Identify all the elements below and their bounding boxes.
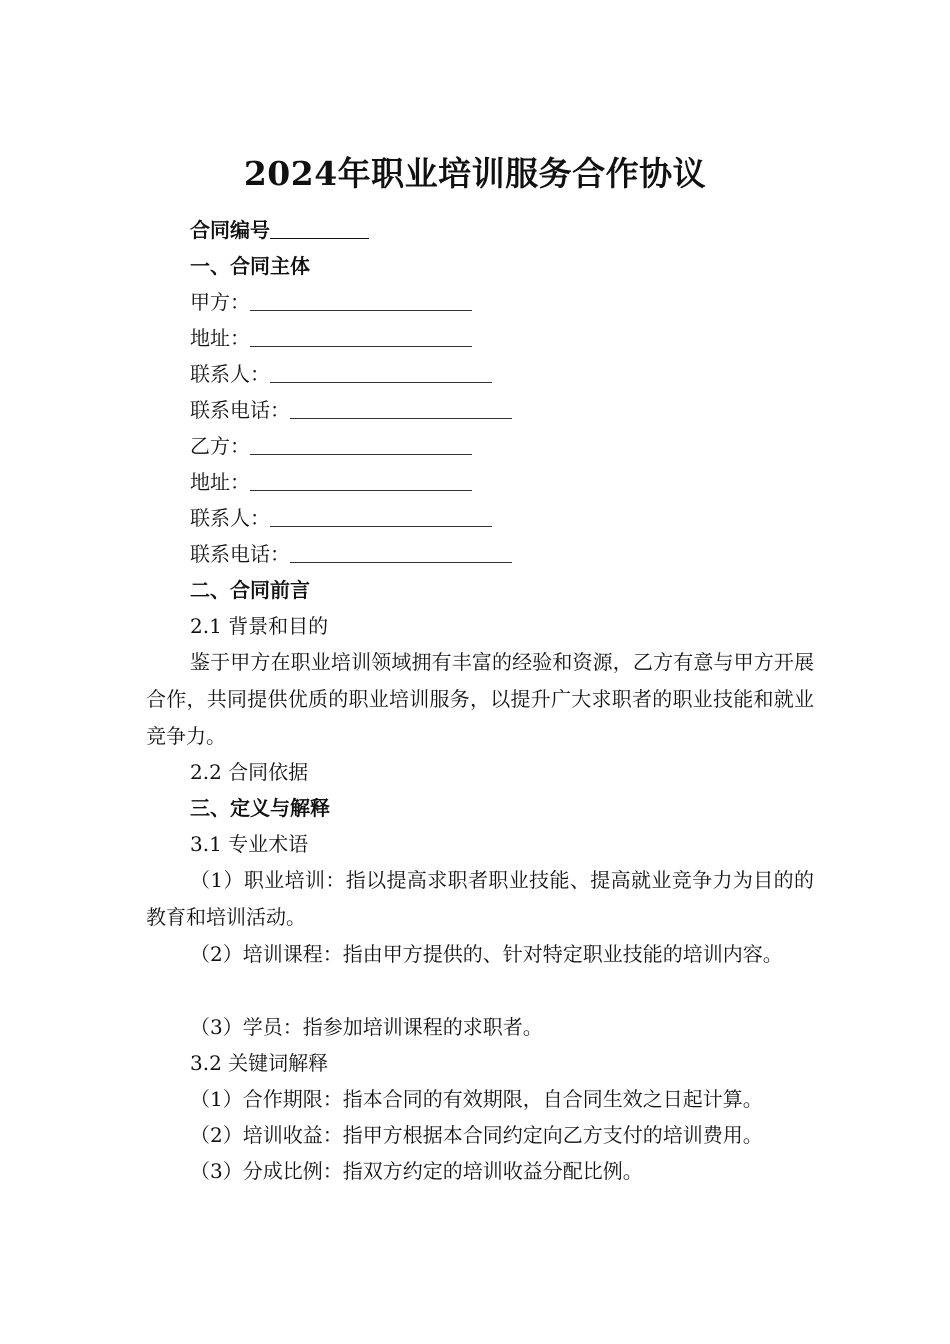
clause-2-2-heading: 2.2 合同依据 [190,760,309,784]
party-b-phone-line [190,539,512,569]
section-2-heading: 二、合同前言 [190,578,310,602]
party-b-contact-line [190,503,492,533]
party-a-phone-line [190,395,512,425]
party-a-line [190,287,472,317]
party-b-contact-blank [270,504,492,527]
contract-number-label: 合同编号 [190,218,270,242]
party-a-label: 甲方： [190,290,250,314]
party-b-phone-label: 联系电话： [190,542,290,566]
keyword-cooperation-period: （1）合作期限：指本合同的有效期限，自合同生效之日起计算。 [190,1087,763,1111]
party-b-address-line [190,467,472,497]
clause-2-1-text: 鉴于甲方在职业培训领域拥有丰富的经验和资源，乙方有意与甲方开展合作，共同提供优质的职业培训服务，以提升广大求职者的职业技能和就业竞争力。 [146,650,814,748]
party-a-contact-label: 联系人： [190,362,270,386]
party-b-phone-blank [290,540,512,563]
section-1-heading: 一、合同主体 [190,254,310,278]
keyword-revenue-share: （3）分成比例：指双方约定的培训收益分配比例。 [190,1159,643,1183]
party-a-address-line [190,323,472,353]
party-b-label: 乙方： [190,434,250,458]
party-a-phone-label: 联系电话： [190,398,290,422]
document-title: 2024年职业培训服务合作协议 [243,154,707,193]
party-a-address-blank [250,324,472,347]
party-b-contact-label: 联系人： [190,506,270,530]
clause-3-1-heading: 3.1 专业术语 [190,832,309,856]
party-b-address-label: 地址： [190,470,250,494]
contract-number-blank [270,216,369,239]
section-3-heading: 三、定义与解释 [190,796,330,820]
term-training-course: （2）培训课程：指由甲方提供的、针对特定职业技能的培训内容。 [190,942,783,966]
clause-2-1-heading: 2.1 背景和目的 [190,614,329,638]
party-b-address-blank [250,468,472,491]
party-b-line [190,431,472,461]
party-b-blank [250,432,472,455]
party-a-blank [250,288,472,311]
term-trainee: （3）学员：指参加培训课程的求职者。 [190,1015,543,1039]
party-a-contact-blank [270,360,492,383]
contract-number-line [190,215,369,245]
party-a-address-label: 地址： [190,326,250,350]
party-a-phone-blank [290,396,512,419]
clause-3-2-heading: 3.2 关键词解释 [190,1051,329,1075]
keyword-training-revenue: （2）培训收益：指甲方根据本合同约定向乙方支付的培训费用。 [190,1123,763,1147]
term-vocational-training: （1）职业培训：指以提高求职者职业技能、提高就业竞争力为目的的教育和培训活动。 [146,868,814,929]
party-a-contact-line [190,359,492,389]
